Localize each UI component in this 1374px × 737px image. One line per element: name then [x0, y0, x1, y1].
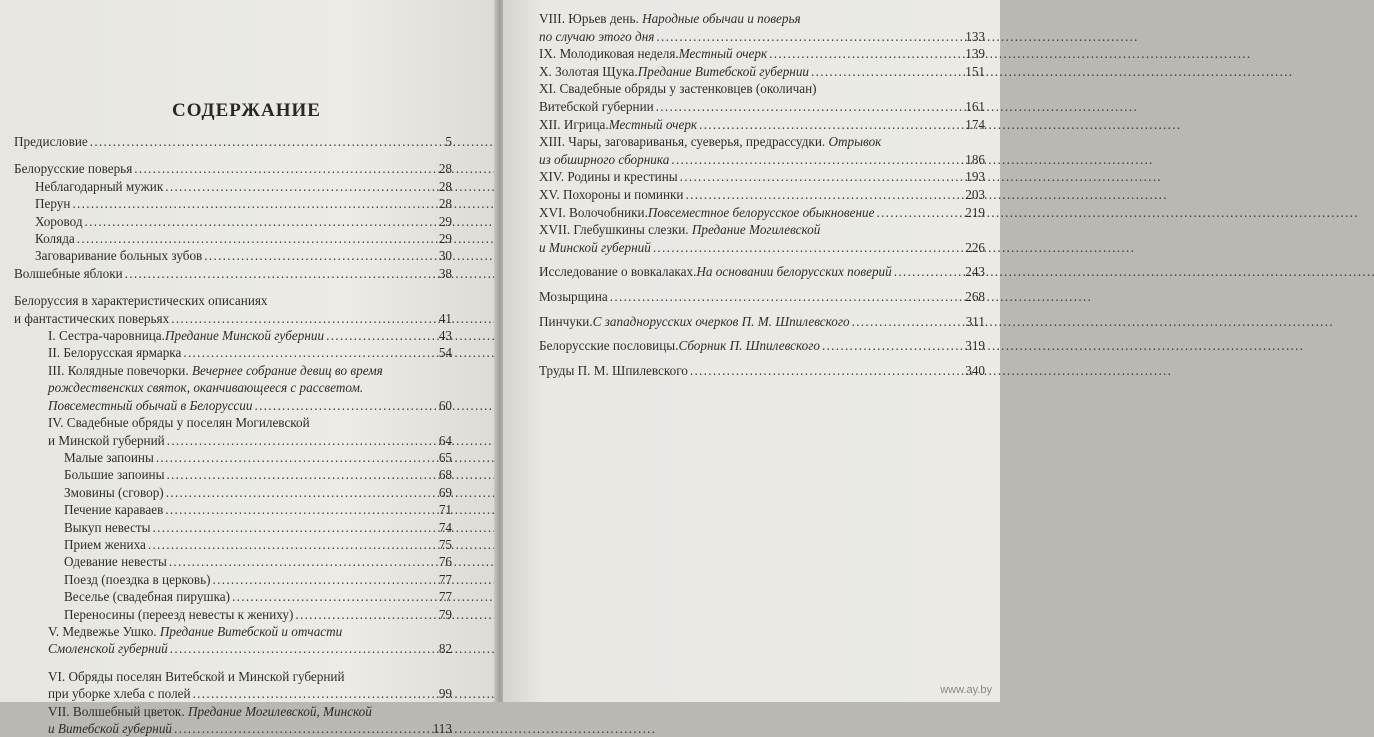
- page-number: 76: [438, 554, 452, 570]
- leader-dots: [153, 519, 437, 536]
- toc-entry-subtitle: Предание Могилевской: [691, 222, 821, 238]
- page-number: 29: [438, 213, 452, 229]
- toc-entry-title: Коляда: [35, 231, 75, 247]
- leader-dots: [656, 28, 963, 46]
- toc-entry-title: Малые запоины: [64, 449, 154, 465]
- leader-dots: [183, 344, 436, 361]
- toc-entry-title: Витебской губернии: [539, 98, 654, 114]
- toc-entry[interactable]: [14, 668, 452, 703]
- toc-entry-title: X. Золотая Щука.: [539, 63, 638, 79]
- page-number: 28: [438, 178, 452, 194]
- leader-dots: [213, 571, 437, 588]
- toc-entry-title: IX. Молодиковая неделя.: [539, 46, 679, 62]
- toc-entry[interactable]: [539, 362, 985, 380]
- leader-dots: [72, 195, 436, 212]
- table-of-contents-left: [14, 133, 452, 737]
- toc-entry-title: XIV. Родины и крестины: [539, 169, 678, 185]
- toc-entry[interactable]: [14, 623, 452, 658]
- leader-dots: [671, 151, 963, 169]
- toc-entry-title: II. Белорусская ярмарка: [48, 345, 182, 361]
- toc-entry[interactable]: [14, 536, 452, 553]
- toc-entry-title: Труды П. М. Шпилевского: [539, 362, 688, 378]
- leader-dots: [876, 204, 963, 222]
- toc-entry[interactable]: [14, 265, 452, 282]
- section-gap: [539, 330, 985, 337]
- toc-entry-subtitle: С западнорусских очерков П. М. Шпилевского: [592, 313, 850, 329]
- toc-entry-title: VII. Волшебный цветок.: [48, 703, 188, 719]
- leader-dots: [166, 466, 436, 483]
- leader-dots: [148, 536, 437, 553]
- page-number: 203: [965, 186, 985, 202]
- leader-dots: [85, 213, 437, 230]
- leader-dots: [232, 588, 437, 605]
- leader-dots: [822, 337, 963, 355]
- toc-entry-subtitle: Повсеместный обычай в Белоруссии: [48, 397, 253, 413]
- toc-entry-subtitle: по случаю этого дня: [539, 28, 655, 44]
- toc-entry[interactable]: [14, 230, 452, 247]
- page-number: 30: [438, 248, 452, 264]
- toc-entry-subtitle: Повсеместное белорусское обыкновение: [647, 204, 875, 220]
- toc-entry-title: Переносины (переезд невесты к жениху): [64, 606, 294, 622]
- leader-dots: [77, 230, 437, 247]
- leader-dots: [174, 720, 431, 737]
- leader-dots: [167, 432, 437, 449]
- toc-entry-subtitle: Смоленской губерний: [48, 641, 168, 657]
- toc-entry-title: Поезд (поездка в церковь): [64, 571, 211, 587]
- leader-dots: [656, 98, 964, 116]
- page-number: 43: [438, 328, 452, 344]
- toc-entry-title: VIII. Юрьев день.: [539, 11, 643, 26]
- toc-entry-title: Белорусские поверья: [14, 161, 133, 177]
- leader-dots: [90, 133, 444, 150]
- toc-entry-title: XI. Свадебные обряды у застенковцев (околичан): [539, 81, 817, 97]
- toc-entry-subtitle: Предание Минской губернии: [164, 328, 325, 344]
- leader-dots: [165, 178, 437, 195]
- page-number: 340: [965, 362, 985, 378]
- leader-dots: [894, 263, 963, 281]
- toc-entry[interactable]: [539, 186, 985, 204]
- leader-dots: [166, 484, 437, 501]
- toc-entry-title: Перун: [35, 196, 71, 212]
- section-gap: [539, 306, 985, 313]
- toc-entry[interactable]: [14, 466, 452, 483]
- toc-entry-subtitle: Местный очерк: [678, 46, 768, 62]
- toc-entry-title: XV. Похороны и поминки: [539, 186, 684, 202]
- leader-dots: [193, 685, 437, 702]
- toc-entry[interactable]: [539, 313, 985, 331]
- toc-entry-subtitle: Предание Могилевской, Минской: [187, 703, 372, 719]
- toc-entry-title: и фантастических поверьях: [14, 310, 170, 326]
- toc-entry[interactable]: [539, 10, 985, 45]
- toc-entry[interactable]: [14, 247, 452, 264]
- toc-entry-title: Прием жениха: [64, 536, 146, 552]
- page-number: 151: [965, 63, 985, 79]
- page-number: 113: [432, 721, 452, 736]
- toc-entry-title: Белорусские пословицы.: [539, 338, 679, 354]
- leader-dots: [134, 160, 437, 177]
- page-number: 71: [438, 502, 452, 518]
- toc-entry-title: XVII. Глебушкины слезки.: [539, 222, 692, 238]
- leader-dots: [686, 186, 964, 204]
- leader-dots: [169, 553, 437, 570]
- page-number: 69: [438, 484, 452, 500]
- leader-dots: [326, 327, 437, 344]
- toc-entry[interactable]: [539, 221, 985, 256]
- table-of-contents-right: [539, 10, 985, 379]
- toc-entry-title: при уборке хлеба с полей: [48, 686, 191, 702]
- toc-entry[interactable]: [14, 133, 452, 150]
- toc-entry-subtitle: Вечернее собрание девиц во время: [191, 362, 383, 378]
- page-number: 77: [438, 589, 452, 605]
- leader-dots: [125, 265, 437, 282]
- toc-entry[interactable]: [14, 553, 452, 570]
- page-number: 99: [438, 686, 452, 702]
- toc-entry[interactable]: [14, 213, 452, 230]
- toc-entry-title: и Минской губерний: [48, 432, 165, 448]
- toc-entry-title: VI. Обряды поселян Витебской и Минской губерний: [48, 668, 345, 684]
- leader-dots: [165, 501, 437, 518]
- toc-entry[interactable]: [14, 703, 452, 737]
- leader-dots: [295, 606, 436, 623]
- page-number: 226: [965, 239, 985, 255]
- toc-entry-title: Неблагодарный мужик: [35, 178, 164, 194]
- toc-entry-title: Пинчуки.: [539, 313, 593, 329]
- page-number: 74: [438, 519, 452, 535]
- toc-entry-subtitle: Предание Витебской губернии: [637, 63, 810, 79]
- toc-entry-title: Одевание невесты: [64, 554, 167, 570]
- leader-dots: [769, 45, 963, 63]
- leader-dots: [171, 310, 437, 327]
- page-number: 54: [438, 345, 452, 361]
- toc-entry-subtitle: рождественских святок, оканчивающееся с рассветом.: [48, 380, 364, 396]
- page-number: 311: [965, 313, 985, 329]
- toc-entry-title: XIII. Чары, заговариванья, суеверья, предрассудки.: [539, 134, 829, 150]
- page-number: 268: [965, 288, 985, 304]
- page-number: 5: [445, 134, 452, 149]
- leader-dots: [204, 247, 437, 264]
- toc-entry[interactable]: [539, 263, 985, 281]
- toc-entry-title: Предисловие: [14, 134, 88, 149]
- toc-entry-title: Заговаривание больных зубов: [35, 248, 203, 264]
- page-number: 139: [965, 46, 985, 62]
- toc-entry[interactable]: [539, 288, 985, 306]
- toc-entry-title: Печение караваев: [64, 502, 164, 518]
- toc-entry[interactable]: [14, 501, 452, 518]
- toc-entry-title: I. Сестра-чаровница.: [48, 328, 165, 344]
- page-number: 38: [438, 265, 452, 281]
- section-gap: [539, 281, 985, 288]
- page-number: 28: [438, 196, 452, 212]
- section-gap: [14, 658, 452, 668]
- toc-entry-subtitle: Народные обычаи и поверья: [642, 11, 801, 26]
- toc-entry[interactable]: [14, 327, 452, 344]
- page-number: 79: [438, 606, 452, 622]
- toc-entry-title: Выкуп невесты: [64, 519, 151, 535]
- toc-entry-title: Хоровод: [35, 213, 83, 229]
- toc-entry-subtitle: Отрывок: [828, 134, 882, 150]
- toc-entry[interactable]: [14, 449, 452, 466]
- toc-entry-subtitle: Местный очерк: [608, 116, 698, 132]
- toc-entry[interactable]: [14, 519, 452, 536]
- leader-dots: [610, 288, 963, 306]
- toc-entry-title: XII. Игрица.: [539, 116, 609, 132]
- leader-dots: [680, 168, 964, 186]
- toc-entry[interactable]: [14, 160, 452, 177]
- right-page: [503, 0, 1000, 702]
- toc-entry[interactable]: [14, 344, 452, 361]
- toc-entry-title: Волшебные яблоки: [14, 265, 123, 281]
- toc-entry[interactable]: [14, 292, 452, 327]
- toc-entry-subtitle: Сборник П. Шпилевского: [678, 338, 820, 354]
- leader-dots: [653, 239, 963, 257]
- page-title: СОДЕРЖАНИЕ: [172, 100, 321, 121]
- page-number: 77: [438, 571, 452, 587]
- toc-entry[interactable]: [14, 571, 452, 588]
- page-number: 174: [965, 116, 985, 132]
- page-number: 29: [438, 231, 452, 247]
- page-number: 243: [965, 264, 985, 280]
- leader-dots: [690, 362, 963, 380]
- page-number: 65: [438, 449, 452, 465]
- leader-dots: [852, 313, 964, 331]
- toc-entry[interactable]: [539, 133, 985, 168]
- page-number: 60: [438, 397, 452, 413]
- toc-entry[interactable]: [14, 195, 452, 212]
- leader-dots: [811, 63, 963, 81]
- page-number: 41: [438, 310, 452, 326]
- toc-entry[interactable]: [539, 80, 985, 115]
- page-number: 219: [965, 204, 985, 220]
- toc-entry-title: Змовины (сговор): [64, 484, 164, 500]
- toc-entry[interactable]: [14, 178, 452, 195]
- toc-entry[interactable]: [539, 45, 985, 63]
- leader-dots: [699, 116, 963, 134]
- toc-entry-subtitle: из обширного сборника: [539, 151, 670, 167]
- toc-entry-title: Белоруссия в характеристических описаниях: [14, 293, 268, 309]
- section-gap: [539, 355, 985, 362]
- toc-entry[interactable]: [14, 414, 452, 449]
- toc-entry-title: Исследование о вовкалаках.: [539, 264, 697, 280]
- toc-entry[interactable]: [539, 168, 985, 186]
- page-number: 193: [965, 169, 985, 185]
- page-number: 133: [965, 28, 985, 44]
- section-gap: [14, 282, 452, 292]
- leader-dots: [254, 397, 436, 414]
- page-number: 75: [438, 536, 452, 552]
- toc-entry-title: Мозырщина: [539, 288, 608, 304]
- section-gap: [539, 256, 985, 263]
- page-number: 64: [438, 432, 452, 448]
- toc-entry[interactable]: [14, 606, 452, 623]
- toc-entry-title: III. Колядные повечорки.: [48, 362, 192, 378]
- toc-entry[interactable]: [539, 116, 985, 134]
- watermark: www.ay.by: [940, 684, 992, 696]
- toc-entry-title: V. Медвежье Ушко.: [48, 623, 160, 639]
- toc-entry[interactable]: [539, 204, 985, 222]
- toc-entry[interactable]: [14, 588, 452, 605]
- page-number: 28: [438, 161, 452, 177]
- toc-entry-subtitle: и Витебской губерний: [48, 721, 173, 736]
- page-number: 186: [965, 151, 985, 167]
- left-page: [0, 0, 497, 736]
- toc-entry-subtitle: и Минской губерний: [539, 239, 651, 255]
- page-number: 161: [965, 98, 985, 114]
- page-number: 68: [438, 467, 452, 483]
- toc-entry[interactable]: [539, 63, 985, 81]
- toc-entry-title: Веселье (свадебная пирушка): [64, 589, 231, 605]
- leader-dots: [170, 640, 437, 657]
- toc-entry[interactable]: [14, 484, 452, 501]
- toc-entry-subtitle: На основании белорусских поверий: [696, 264, 892, 280]
- section-gap: [14, 150, 452, 160]
- toc-entry-title: XVI. Волочобники.: [539, 204, 648, 220]
- leader-dots: [156, 449, 437, 466]
- toc-entry[interactable]: [14, 362, 452, 414]
- toc-entry-subtitle: Предание Витебской и отчасти: [159, 623, 343, 639]
- toc-entry[interactable]: [539, 337, 985, 355]
- toc-entry-title: IV. Свадебные обряды у поселян Могилевской: [48, 415, 310, 431]
- page-number: 82: [438, 641, 452, 657]
- page-number: 319: [965, 338, 985, 354]
- toc-entry-title: Большие запоины: [64, 467, 165, 483]
